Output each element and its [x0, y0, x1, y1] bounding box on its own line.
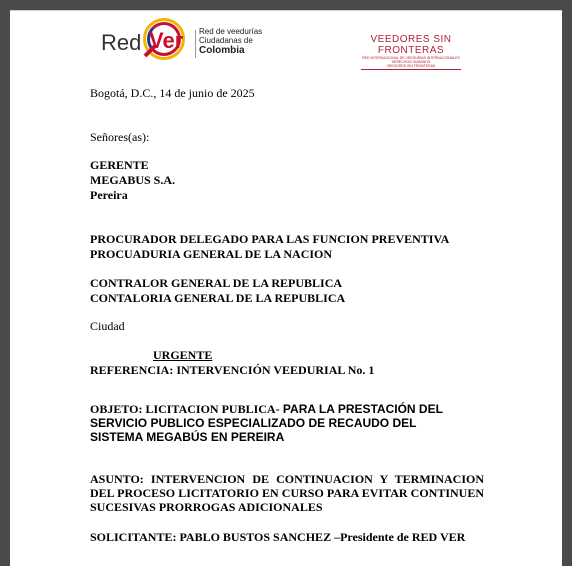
- recipient-1-line-2: MEGABUS S.A.: [90, 173, 176, 187]
- logo-tagline-1: Red de veedurías: [199, 27, 263, 36]
- object-line-3: SISTEMA MEGABÚS EN PEREIRA: [90, 430, 285, 444]
- urgent-label: URGENTE: [153, 348, 213, 362]
- letter-date: Bogotá, D.C., 14 de junio de 2025: [90, 86, 255, 100]
- object-text-1: PARA LA PRESTACIÓN DEL: [279, 402, 443, 416]
- recipient-3-line-2: CONTALORIA GENERAL DE LA REPUBLICA: [90, 291, 346, 305]
- logo-divider: [195, 30, 196, 58]
- logo-tagline-3: Colombia: [199, 45, 245, 56]
- logo-tagline: [199, 27, 279, 56]
- vsf-small-2: DERECHOS HUMANOS: [391, 60, 431, 64]
- recipient-2-line-2: PROCUADURIA GENERAL DE LA NACION: [90, 247, 333, 261]
- red-ver-logo: [101, 16, 276, 76]
- page-top-edge: [10, 10, 562, 11]
- logo-red-text: Red: [101, 30, 142, 55]
- logo-ver-text: Ver: [149, 28, 184, 53]
- recipient-2-line-1: PROCURADOR DELEGADO PARA LAS FUNCION PREVENTIVA: [90, 232, 450, 246]
- recipient-3-line-1: CONTRALOR GENERAL DE LA REPUBLICA: [90, 276, 343, 290]
- object-line-2: SERVICIO PUBLICO ESPECIALIZADO DE RECAUDO DEL: [90, 416, 417, 430]
- reference-line: REFERENCIA: INTERVENCIÓN VEEDURIAL No. 1: [90, 363, 375, 377]
- recipient-1-line-1: GERENTE: [90, 158, 149, 172]
- object-label: OBJETO: LICITACION PUBLICA-: [90, 402, 280, 416]
- vsf-line-1: VEEDORES SIN: [370, 34, 452, 45]
- recipient-1-line-3: Pereira: [90, 188, 128, 202]
- letter-city: Ciudad: [90, 319, 125, 333]
- vsf-rule: [361, 69, 461, 70]
- vsf-small-3: VEEDORES SIN FRONTERAS: [386, 64, 436, 68]
- letter-salutation: Señores(as):: [90, 130, 150, 144]
- veedores-sin-fronteras-logo: [356, 34, 466, 84]
- logo-tagline-2: Ciudadanas de: [199, 36, 253, 45]
- vsf-small-1: RED INTERNACIONAL DE VEEDURIAS INTERNACIONALES: [362, 56, 460, 60]
- document-page: [10, 10, 562, 566]
- vsf-line-2: FRONTERAS: [377, 45, 445, 56]
- subject-paragraph: ASUNTO: INTERVENCION DE CONTINUACION Y TERMINACION DEL PROCESO LICITATORIO EN CURSO PARA EVITAR CONTINUEN SUCESIVAS PRORROGAS ADICIONALES: [90, 472, 484, 514]
- requester-line: SOLICITANTE: PABLO BUSTOS SANCHEZ –Presidente de RED VER: [90, 530, 466, 544]
- object-line-1: [90, 402, 510, 417]
